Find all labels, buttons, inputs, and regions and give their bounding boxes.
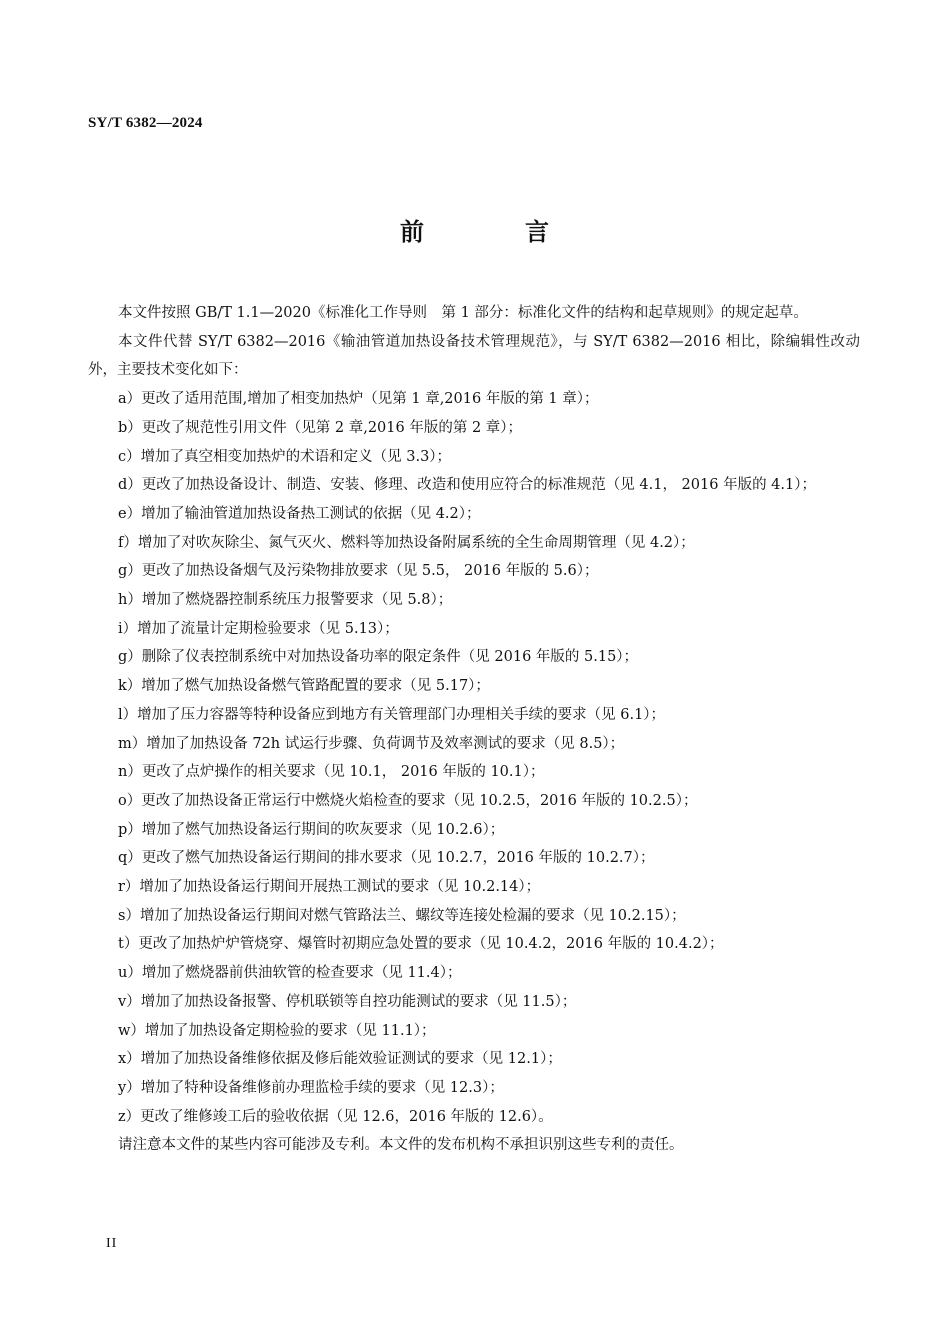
list-item: c）增加了真空相变加热炉的术语和定义（见 3.3）； (118, 448, 452, 465)
list-item: y）增加了特种设备维修前办理监检手续的要求（见 12.3）； (118, 1079, 504, 1096)
page-title-left: 前 (400, 218, 425, 246)
list-item: f）增加了对吹灰除尘、氮气灭火、燃料等加热设备附属系统的全生命周期管理（见 4.2）； (118, 534, 695, 551)
list-item: d）更改了加热设备设计、制造、安装、修理、改造和使用应符合的标准规范（见 4.1， 2016 年版的 4.1）； (118, 477, 816, 494)
standard-code: SY/T 6382—2024 (88, 115, 203, 131)
list-item: w）增加了加热设备定期检验的要求（见 11.1）； (118, 1022, 436, 1039)
list-item: i）增加了流量计定期检验要求（见 5.13）； (118, 620, 399, 637)
list-item: s）增加了加热设备运行期间对燃气管路法兰、螺纹等连接处检漏的要求（见 10.2.15）； (118, 907, 686, 924)
list-item: h）增加了燃烧器控制系统压力报警要求（见 5.8）； (118, 592, 453, 609)
list-item: m）增加了加热设备 72h 试运行步骤、负荷调节及效率测试的要求（见 8.5）； (118, 735, 625, 752)
list-item: g）删除了仪表控制系统中对加热设备功率的限定条件（见 2016 年版的 5.15）； (118, 649, 639, 666)
list-item: g）更改了加热设备烟气及污染物排放要求（见 5.5， 2016 年版的 5.6）； (118, 563, 599, 580)
list-item: u）增加了燃烧器前供油软管的检查要求（见 11.4）； (118, 965, 462, 982)
list-item: p）增加了燃气加热设备运行期间的吹灰要求（见 10.2.6）； (118, 821, 505, 838)
list-item: n）更改了点炉操作的相关要求（见 10.1， 2016 年版的 10.1）； (118, 764, 545, 781)
list-item: t）更改了加热炉炉管烧穿、爆管时初期应急处置的要求（见 10.4.2，2016 年版的 10.4.2）； (118, 936, 724, 953)
list-item: a）更改了适用范围,增加了相变加热炉（见第 1 章,2016 年版的第 1 章）； (118, 391, 599, 408)
foreword-body (88, 299, 860, 1160)
paragraph-basis: 本文件按照 GB/T 1.1—2020《标准化工作导则 第 1 部分：标准化文件的结构和起草规则》的规定起草。 (118, 305, 808, 321)
list-item: b）更改了规范性引用文件（见第 2 章,2016 年版的第 2 章）； (118, 419, 523, 436)
list-item: o）更改了加热设备正常运行中燃烧火焰检查的要求（见 10.2.5，2016 年版的 10.2.5）； (118, 792, 698, 809)
list-item: v）增加了加热设备报警、停机联锁等自控功能测试的要求（见 11.5）； (118, 993, 577, 1010)
list-item: x）增加了加热设备维修依据及修后能效验证测试的要求（见 12.1）； (118, 1051, 562, 1068)
page-number: II (106, 1236, 118, 1251)
page-title-right: 言 (525, 218, 550, 246)
list-item: e）增加了输油管道加热设备热工测试的依据（见 4.2）； (118, 505, 481, 522)
list-item: r）增加了加热设备运行期间开展热工测试的要求（见 10.2.14）； (118, 879, 541, 896)
list-item: q）更改了燃气加热设备运行期间的排水要求（见 10.2.7，2016 年版的 10.2.7）； (118, 850, 655, 867)
patent-notice: 请注意本文件的某些内容可能涉及专利。本文件的发布机构不承担识别这些专利的责任。 (118, 1137, 684, 1154)
list-item: z）更改了维修竣工后的验收依据（见 12.6，2016 年版的 12.6）。 (118, 1108, 553, 1125)
page-title (0, 212, 950, 247)
list-item: l）增加了压力容器等特种设备应到地方有关管理部门办理相关手续的要求（见 6.1）； (118, 706, 666, 723)
paragraph-replacement: 本文件代替 SY/T 6382—2016《输油管道加热设备技术管理规范》，与 SY/T 6382—2016 相比，除编辑性改动外，主要技术变化如下： (88, 333, 860, 379)
list-item: k）增加了燃气加热设备燃气管路配置的要求（见 5.17）； (118, 678, 490, 695)
